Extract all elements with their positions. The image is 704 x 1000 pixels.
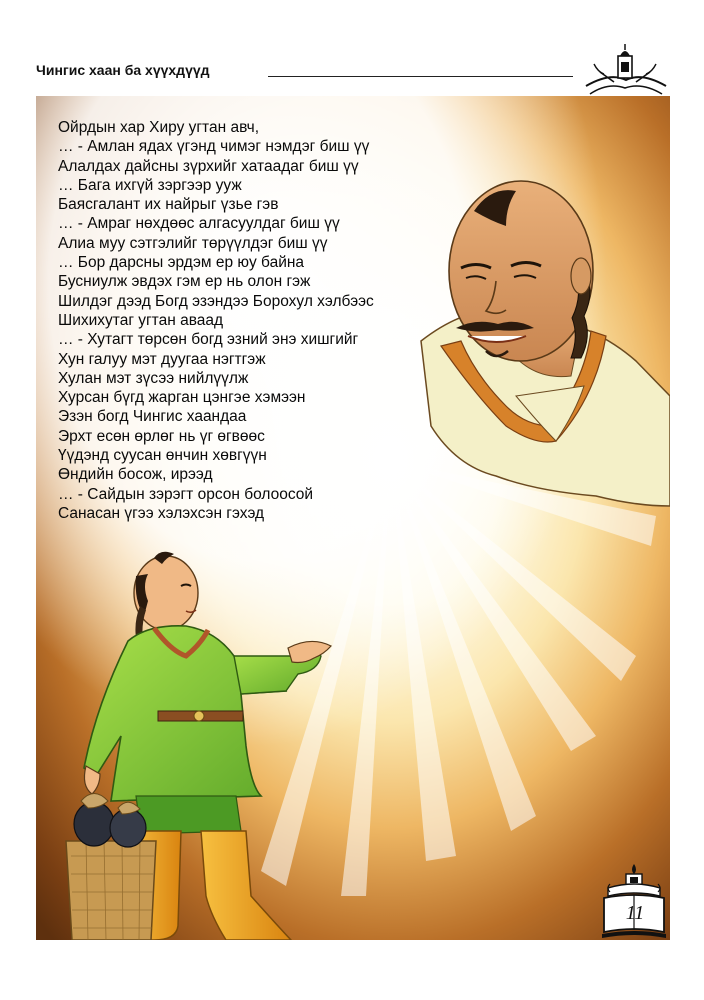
poem-line: Эрхт есөн өрлөг нь үг өгвөөс <box>58 427 265 445</box>
open-book-icon <box>600 862 668 940</box>
poem-text <box>58 118 374 523</box>
poem-line: Өндийн босож, ирээд <box>58 466 213 484</box>
header-rule <box>268 76 573 77</box>
poem-line: … - Хутагт төрсөн богд эзний энэ хишгийг <box>58 331 359 349</box>
poem-line: Алалдах дайсны зүрхийг хатаадаг биш үү <box>58 157 359 175</box>
poem-line: … Бага ихгүй зэргээр ууж <box>58 176 242 194</box>
poem-line: … - Сайдын зэрэгт орсон болоосой <box>58 485 314 503</box>
poem-line: Хулан мэт зүсээ нийлүүлж <box>58 369 249 387</box>
poem-line: Шихихутаг угтан аваад <box>58 311 224 329</box>
poem-line: Үүдэнд суусан өнчин хөвгүүн <box>58 447 267 465</box>
header-title: Чингис хаан ба хүүхдүүд <box>36 62 210 78</box>
poem-line: Эзэн богд Чингис хаандаа <box>58 408 247 426</box>
poem-line: Ойрдын хар Хиру угтан авч, <box>58 119 260 136</box>
jug-right <box>110 809 146 847</box>
poem-line: … - Амраг нөхдөөс алгасуулдаг биш үү <box>58 215 340 233</box>
page-number: 11 <box>625 902 645 924</box>
poem-line: Санасан үгээ хэлэхсэн гэхэд <box>58 504 265 522</box>
poem-line: Алиа муу сэтгэлийг төрүүлдэг биш үү <box>58 234 328 252</box>
mongol-emblem-icon <box>580 42 670 98</box>
poem-line: … - Амлан ядах үгэнд чимэг нэмдэг биш үү <box>58 138 370 156</box>
poem-line: Шилдэг дээд Богд эзэндээ Борохул хэлбээс <box>58 292 374 310</box>
poem-line: Хурсан бүгд жарган цэнгэе хэмээн <box>58 389 306 407</box>
jug-left <box>74 802 114 846</box>
poem-line: Баясгалант их найрыг үзье гэв <box>58 196 279 214</box>
poem-line: Хун галуу мэт дуугаа нэгтгэж <box>58 350 266 368</box>
child-trousers <box>136 796 241 834</box>
poem-line: … Бор дарсны эрдэм ер юу байна <box>58 254 305 272</box>
child-belt-buckle <box>194 711 204 721</box>
poem-line: Бусниулж эвдэх гэм ер нь олон гэж <box>58 273 311 291</box>
khan-ear <box>571 258 591 294</box>
